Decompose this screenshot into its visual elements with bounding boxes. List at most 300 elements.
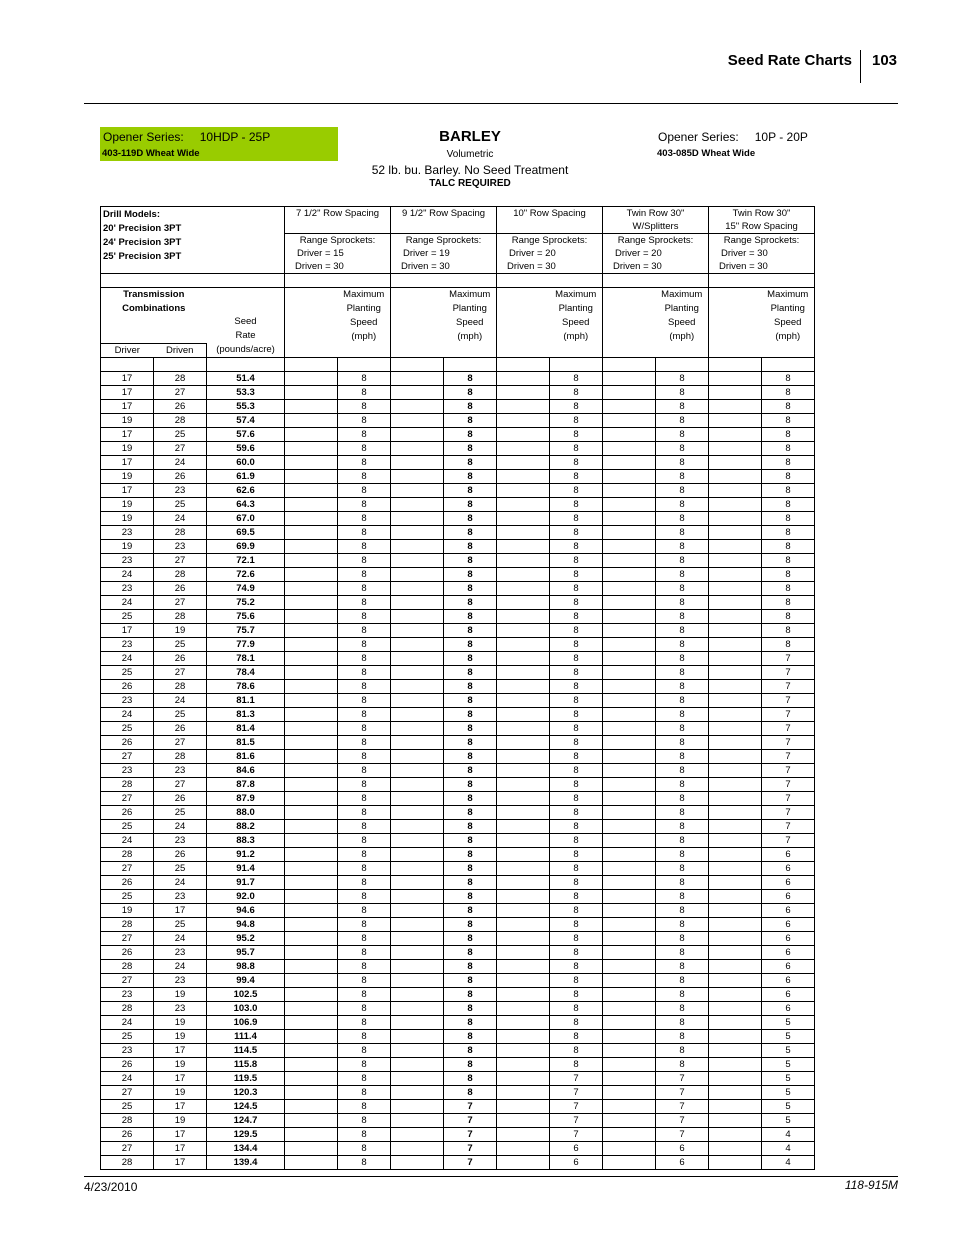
spacer-cell xyxy=(285,358,338,372)
max-speed-cell: 8 xyxy=(762,540,815,554)
max-speed-cell: 8 xyxy=(338,484,391,498)
driver-cell: 24 xyxy=(101,652,154,666)
max-speed-cell: 8 xyxy=(656,456,709,470)
spacer-cell xyxy=(391,358,444,372)
seed-rate-table xyxy=(100,206,815,1170)
max-speed-cell: 7 xyxy=(656,1100,709,1114)
max-speed-cell: 6 xyxy=(762,876,815,890)
blank-cell xyxy=(497,372,550,386)
max-speed-cell: 8 xyxy=(550,764,603,778)
max-speed-cell: 8 xyxy=(444,526,497,540)
max-speed-cell: 8 xyxy=(550,568,603,582)
opener-right-label: Opener Series: xyxy=(658,130,739,144)
seed-rate-cell: 111.4 xyxy=(207,1030,285,1044)
blank-cell xyxy=(497,974,550,988)
max-speed-cell: 8 xyxy=(444,400,497,414)
blank-cell xyxy=(603,1044,656,1058)
spacing-name: 9 1/2" Row Spacing xyxy=(391,207,497,221)
seed-rate-cell: 59.6 xyxy=(207,442,285,456)
blank-cell xyxy=(603,540,656,554)
max-speed-cell: 7 xyxy=(550,1086,603,1100)
table-row xyxy=(101,1044,815,1058)
driven-cell: 17 xyxy=(154,1156,207,1170)
blank-cell xyxy=(709,1128,762,1142)
seed-rate-cell: 88.3 xyxy=(207,834,285,848)
blank-cell xyxy=(391,428,444,442)
blank-cell xyxy=(497,778,550,792)
blank-cell xyxy=(603,708,656,722)
max-speed-cell: 8 xyxy=(338,554,391,568)
max-speed-cell: 6 xyxy=(550,1142,603,1156)
max-speed-cell: 8 xyxy=(444,596,497,610)
blank-cell xyxy=(285,764,338,778)
max-speed-cell: 8 xyxy=(656,834,709,848)
driven-cell: 23 xyxy=(154,484,207,498)
opener-right-part: 403-085D Wheat Wide xyxy=(657,148,756,159)
speed-label: Speed xyxy=(456,317,484,328)
blank-cell xyxy=(391,1072,444,1086)
max-speed-cell: 8 xyxy=(656,1016,709,1030)
blank-cell xyxy=(497,442,550,456)
max-speed-cell: 8 xyxy=(762,498,815,512)
spacing-name: Twin Row 30" xyxy=(603,207,709,221)
blank-header xyxy=(391,288,444,358)
blank-cell xyxy=(285,1114,338,1128)
max-speed-cell: 8 xyxy=(656,890,709,904)
blank-cell xyxy=(709,974,762,988)
blank-cell xyxy=(709,554,762,568)
blank-cell xyxy=(285,1002,338,1016)
driven-cell: 24 xyxy=(154,876,207,890)
blank-cell xyxy=(391,848,444,862)
max-speed-cell: 8 xyxy=(656,526,709,540)
mph-label: (mph) xyxy=(351,331,377,342)
footer-rule xyxy=(84,1176,898,1177)
blank-cell xyxy=(285,414,338,428)
max-speed-cell: 4 xyxy=(762,1142,815,1156)
driven-cell: 17 xyxy=(154,1100,207,1114)
driver-cell: 25 xyxy=(101,1100,154,1114)
table-row xyxy=(101,1030,815,1044)
max-speed-cell: 6 xyxy=(762,960,815,974)
blank-cell xyxy=(709,582,762,596)
driven-cell: 26 xyxy=(154,582,207,596)
seed-rate-cell: 124.7 xyxy=(207,1114,285,1128)
blank-cell xyxy=(497,400,550,414)
speed-label: Speed xyxy=(774,317,802,328)
blank-cell xyxy=(709,442,762,456)
blank-cell xyxy=(709,1086,762,1100)
blank-cell xyxy=(603,918,656,932)
max-speed-cell: 8 xyxy=(550,876,603,890)
drill-model-item: 20' Precision 3PT xyxy=(103,223,182,234)
blank-cell xyxy=(497,610,550,624)
driven-cell: 23 xyxy=(154,946,207,960)
mph-label: (mph) xyxy=(775,331,801,342)
footer-doc-code: 118-915M xyxy=(844,1178,898,1192)
driven-cell: 26 xyxy=(154,652,207,666)
max-speed-cell: 8 xyxy=(550,1058,603,1072)
max-speed-cell: 5 xyxy=(762,1030,815,1044)
driven-cell: 24 xyxy=(154,960,207,974)
max-speed-cell: 8 xyxy=(656,568,709,582)
driven-cell: 26 xyxy=(154,400,207,414)
max-speed-cell: 8 xyxy=(656,680,709,694)
driver-cell: 25 xyxy=(101,820,154,834)
blank-cell xyxy=(391,792,444,806)
blank-cell xyxy=(603,750,656,764)
planting-label: Planting xyxy=(558,303,593,314)
max-speed-cell: 8 xyxy=(444,960,497,974)
opener-left-value: 10HDP - 25P xyxy=(199,130,271,144)
blank-cell xyxy=(391,624,444,638)
max-speed-cell: 6 xyxy=(762,988,815,1002)
spacing-name: Twin Row 30" xyxy=(709,207,815,221)
max-speed-cell: 6 xyxy=(762,946,815,960)
max-speed-cell: 8 xyxy=(338,428,391,442)
max-speed-cell: 8 xyxy=(550,1016,603,1030)
driver-cell: 19 xyxy=(101,498,154,512)
blank-cell xyxy=(709,652,762,666)
max-speed-cell: 8 xyxy=(444,988,497,1002)
max-label: Maximum xyxy=(661,289,703,300)
max-speed-cell: 7 xyxy=(762,778,815,792)
transmission-label: Transmission xyxy=(123,289,185,300)
blank-cell xyxy=(497,638,550,652)
max-speed-header xyxy=(444,288,497,358)
max-speed-cell: 8 xyxy=(550,988,603,1002)
max-speed-cell: 8 xyxy=(762,414,815,428)
driver-cell: 23 xyxy=(101,638,154,652)
blank-cell xyxy=(497,428,550,442)
max-speed-cell: 8 xyxy=(656,904,709,918)
blank-cell xyxy=(391,386,444,400)
blank-cell xyxy=(285,568,338,582)
max-speed-cell: 8 xyxy=(444,428,497,442)
driven-cell: 17 xyxy=(154,1128,207,1142)
max-speed-cell: 8 xyxy=(338,610,391,624)
blank-cell xyxy=(603,596,656,610)
blank-cell xyxy=(285,372,338,386)
max-speed-cell: 8 xyxy=(550,582,603,596)
blank-cell xyxy=(709,680,762,694)
driver-cell: 17 xyxy=(101,386,154,400)
blank-cell xyxy=(285,960,338,974)
blank-cell xyxy=(603,806,656,820)
blank-cell xyxy=(709,694,762,708)
blank-cell xyxy=(603,372,656,386)
max-speed-cell: 8 xyxy=(762,610,815,624)
max-speed-cell: 8 xyxy=(762,638,815,652)
driven-cell: 23 xyxy=(154,974,207,988)
max-speed-cell: 8 xyxy=(656,778,709,792)
blank-cell xyxy=(709,904,762,918)
driven-cell: 25 xyxy=(154,708,207,722)
blank-cell xyxy=(709,1100,762,1114)
spacing-name-2 xyxy=(497,220,603,234)
driver-cell: 26 xyxy=(101,876,154,890)
max-speed-cell: 5 xyxy=(762,1114,815,1128)
blank-cell xyxy=(497,960,550,974)
spacer-cell xyxy=(709,274,815,288)
blank-cell xyxy=(603,1114,656,1128)
seed-rate-cell: 95.7 xyxy=(207,946,285,960)
blank-cell xyxy=(285,1016,338,1030)
max-speed-cell: 8 xyxy=(550,1002,603,1016)
max-speed-cell: 8 xyxy=(550,848,603,862)
seed-rate-cell: 119.5 xyxy=(207,1072,285,1086)
max-speed-cell: 8 xyxy=(550,932,603,946)
max-speed-cell: 8 xyxy=(338,680,391,694)
max-speed-cell: 7 xyxy=(762,764,815,778)
max-speed-cell: 8 xyxy=(656,1044,709,1058)
max-speed-cell: 8 xyxy=(338,918,391,932)
max-speed-cell: 8 xyxy=(762,596,815,610)
table-row xyxy=(101,1156,815,1170)
footer-date: 4/23/2010 xyxy=(84,1180,138,1194)
max-speed-cell: 8 xyxy=(550,1030,603,1044)
blank-cell xyxy=(709,722,762,736)
max-speed-cell: 8 xyxy=(550,834,603,848)
max-speed-cell: 8 xyxy=(444,708,497,722)
drill-model-item: 25' Precision 3PT xyxy=(103,251,182,262)
blank-cell xyxy=(497,386,550,400)
blank-cell xyxy=(391,834,444,848)
driver-cell: 17 xyxy=(101,428,154,442)
range-sprockets-label: Range Sprockets: xyxy=(285,234,391,248)
max-speed-cell: 5 xyxy=(762,1072,815,1086)
driver-cell: 28 xyxy=(101,918,154,932)
max-speed-cell: 8 xyxy=(444,414,497,428)
blank-cell xyxy=(603,470,656,484)
max-speed-cell: 8 xyxy=(656,484,709,498)
blank-cell xyxy=(391,1086,444,1100)
blank-cell xyxy=(709,428,762,442)
driver-cell: 27 xyxy=(101,1142,154,1156)
seed-rate-cell: 115.8 xyxy=(207,1058,285,1072)
blank-cell xyxy=(391,918,444,932)
blank-header xyxy=(709,288,762,358)
range-driver: Driver = 19 xyxy=(391,247,497,260)
max-speed-cell: 8 xyxy=(338,806,391,820)
range-sprockets-label: Range Sprockets: xyxy=(391,234,497,248)
blank-cell xyxy=(603,680,656,694)
max-speed-cell: 8 xyxy=(444,498,497,512)
blank-cell xyxy=(709,1072,762,1086)
seed-rate-cell: 99.4 xyxy=(207,974,285,988)
opener-left-label: Opener Series: xyxy=(103,130,184,144)
max-speed-cell: 7 xyxy=(762,806,815,820)
blank-cell xyxy=(391,652,444,666)
driver-cell: 17 xyxy=(101,400,154,414)
blank-cell xyxy=(391,1044,444,1058)
speed-label: Speed xyxy=(350,317,378,328)
blank-cell xyxy=(603,764,656,778)
driver-cell: 25 xyxy=(101,610,154,624)
blank-cell xyxy=(709,1030,762,1044)
driven-cell: 28 xyxy=(154,526,207,540)
blank-cell xyxy=(285,988,338,1002)
blank-cell xyxy=(709,848,762,862)
blank-cell xyxy=(497,498,550,512)
blank-cell xyxy=(497,1072,550,1086)
driver-cell: 17 xyxy=(101,372,154,386)
blank-cell xyxy=(391,680,444,694)
blank-cell xyxy=(391,526,444,540)
max-speed-cell: 8 xyxy=(338,1044,391,1058)
table-row xyxy=(101,498,815,512)
blank-cell xyxy=(285,386,338,400)
max-speed-cell: 8 xyxy=(656,596,709,610)
max-speed-cell: 8 xyxy=(550,918,603,932)
blank-cell xyxy=(709,1044,762,1058)
max-speed-cell: 8 xyxy=(550,372,603,386)
blank-cell xyxy=(603,414,656,428)
max-speed-cell: 8 xyxy=(338,1086,391,1100)
max-speed-cell: 6 xyxy=(762,862,815,876)
max-speed-cell: 8 xyxy=(656,960,709,974)
max-speed-cell: 8 xyxy=(444,1072,497,1086)
max-speed-cell: 8 xyxy=(550,820,603,834)
table-row xyxy=(101,820,815,834)
blank-cell xyxy=(603,862,656,876)
driven-cell: 27 xyxy=(154,666,207,680)
max-label: Maximum xyxy=(449,289,491,300)
driven-cell: 25 xyxy=(154,638,207,652)
seed-rate-cell: 91.2 xyxy=(207,848,285,862)
driven-cell: 23 xyxy=(154,540,207,554)
planting-label: Planting xyxy=(664,303,699,314)
max-speed-cell: 8 xyxy=(550,736,603,750)
driver-cell: 28 xyxy=(101,778,154,792)
blank-cell xyxy=(285,1142,338,1156)
blank-cell xyxy=(497,946,550,960)
driver-cell: 24 xyxy=(101,834,154,848)
table-row xyxy=(101,876,815,890)
blank-cell xyxy=(391,750,444,764)
driven-cell: 27 xyxy=(154,554,207,568)
driven-cell: 23 xyxy=(154,890,207,904)
spacing-name-2 xyxy=(285,220,391,234)
blank-cell xyxy=(285,512,338,526)
table-row xyxy=(101,848,815,862)
blank-cell xyxy=(709,638,762,652)
blank-cell xyxy=(391,1030,444,1044)
drill-model-item: 24' Precision 3PT xyxy=(103,237,182,248)
seed-rate-cell: 81.1 xyxy=(207,694,285,708)
max-speed-cell: 8 xyxy=(550,778,603,792)
max-speed-cell: 8 xyxy=(550,680,603,694)
blank-cell xyxy=(285,1058,338,1072)
driven-cell: 25 xyxy=(154,428,207,442)
spacer-cell xyxy=(444,358,497,372)
max-speed-cell: 8 xyxy=(338,862,391,876)
max-speed-cell: 8 xyxy=(550,708,603,722)
driven-cell: 28 xyxy=(154,414,207,428)
max-speed-cell: 8 xyxy=(444,750,497,764)
range-driven: Driven = 30 xyxy=(603,260,709,274)
driver-cell: 24 xyxy=(101,568,154,582)
driver-cell: 19 xyxy=(101,442,154,456)
blank-cell xyxy=(285,484,338,498)
blank-cell xyxy=(709,960,762,974)
range-sprockets-label: Range Sprockets: xyxy=(603,234,709,248)
max-speed-cell: 8 xyxy=(656,428,709,442)
blank-cell xyxy=(497,932,550,946)
driver-cell: 23 xyxy=(101,764,154,778)
driven-cell: 19 xyxy=(154,988,207,1002)
spacer-cell xyxy=(285,274,391,288)
seed-rate-cell: 129.5 xyxy=(207,1128,285,1142)
max-speed-header xyxy=(338,288,391,358)
table-row xyxy=(101,372,815,386)
max-speed-cell: 7 xyxy=(656,1114,709,1128)
driven-cell: 25 xyxy=(154,498,207,512)
max-speed-cell: 8 xyxy=(338,624,391,638)
blank-cell xyxy=(285,736,338,750)
blank-cell xyxy=(497,1058,550,1072)
table-row xyxy=(101,526,815,540)
opener-right-line xyxy=(658,130,808,144)
blank-cell xyxy=(497,526,550,540)
blank-cell xyxy=(391,540,444,554)
blank-cell xyxy=(285,834,338,848)
max-speed-cell: 6 xyxy=(762,974,815,988)
max-speed-cell: 8 xyxy=(444,904,497,918)
seed-rate-cell: 78.4 xyxy=(207,666,285,680)
driven-cell: 27 xyxy=(154,386,207,400)
blank-cell xyxy=(603,1142,656,1156)
driver-cell: 25 xyxy=(101,1030,154,1044)
blank-cell xyxy=(497,666,550,680)
blank-cell xyxy=(497,876,550,890)
max-speed-cell: 8 xyxy=(550,806,603,820)
max-speed-cell: 8 xyxy=(338,1002,391,1016)
max-speed-cell: 8 xyxy=(656,932,709,946)
blank-cell xyxy=(285,1100,338,1114)
max-speed-cell: 7 xyxy=(444,1156,497,1170)
blank-cell xyxy=(603,820,656,834)
blank-cell xyxy=(603,456,656,470)
max-speed-cell: 8 xyxy=(338,1100,391,1114)
seed-rate-cell: 64.3 xyxy=(207,498,285,512)
table-row xyxy=(101,1072,815,1086)
max-speed-cell: 8 xyxy=(656,498,709,512)
max-speed-cell: 8 xyxy=(656,652,709,666)
opener-left-line xyxy=(103,130,270,144)
header-separator xyxy=(860,50,861,83)
spacing-name: 7 1/2" Row Spacing xyxy=(285,207,391,221)
blank-cell xyxy=(709,386,762,400)
driven-cell: 25 xyxy=(154,806,207,820)
max-speed-cell: 8 xyxy=(656,876,709,890)
blank-cell xyxy=(285,428,338,442)
table-row xyxy=(101,736,815,750)
blank-cell xyxy=(709,750,762,764)
table-row xyxy=(101,904,815,918)
driver-cell: 27 xyxy=(101,792,154,806)
table-row xyxy=(101,442,815,456)
max-speed-cell: 8 xyxy=(550,652,603,666)
table-row xyxy=(101,960,815,974)
blank-cell xyxy=(709,456,762,470)
spacer-cell xyxy=(154,358,207,372)
max-speed-cell: 8 xyxy=(444,736,497,750)
max-speed-cell: 8 xyxy=(338,498,391,512)
max-speed-cell: 8 xyxy=(550,470,603,484)
max-speed-cell: 8 xyxy=(762,372,815,386)
max-speed-cell: 8 xyxy=(338,932,391,946)
